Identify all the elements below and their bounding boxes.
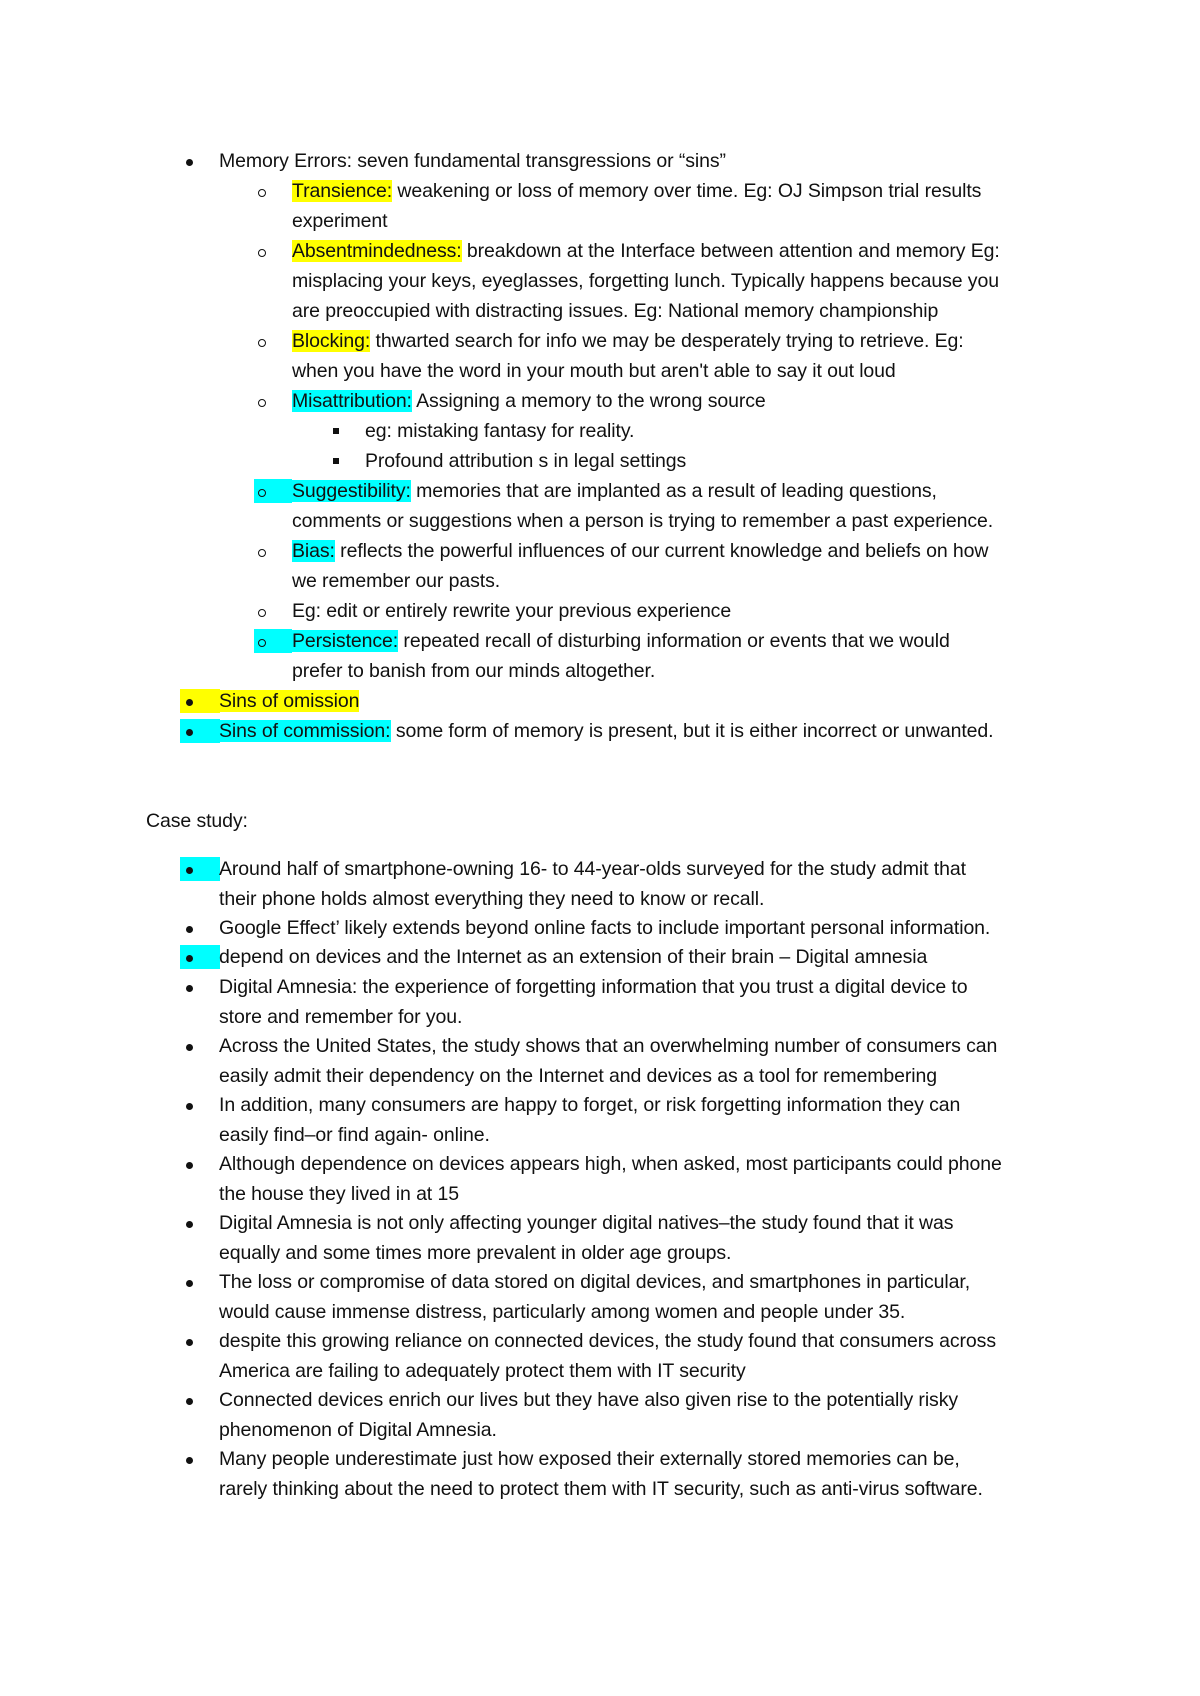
sin-text: reflects the powerful influences of our current knowledge and beliefs on how xyxy=(334,540,989,562)
memory-errors-heading: Memory Errors: seven fundamental transgressions or “sins” xyxy=(219,150,726,172)
case-item: In addition, many consumers are happy to forget, or risk forgetting information they can xyxy=(219,1094,961,1116)
bullet-square xyxy=(333,458,339,464)
case-item: Many people underestimate just how exposed their externally stored memories can be, xyxy=(219,1448,960,1470)
commission-text: some form of memory is present, but it is either incorrect or unwanted. xyxy=(390,720,994,742)
term-misattribution: Misattribution: xyxy=(292,390,412,412)
case-item-cont: would cause immense distress, particularly among women and people under 35. xyxy=(219,1301,906,1323)
case-item: The loss or compromise of data stored on digital devices, and smartphones in particular, xyxy=(219,1271,971,1293)
term-suggestibility: Suggestibility: xyxy=(292,480,411,502)
sin-text: thwarted search for info we may be desperately trying to retrieve. Eg: xyxy=(370,330,964,352)
case-item: Although dependence on devices appears high, when asked, most participants could phone xyxy=(219,1153,1002,1175)
sin-text-line: prefer to banish from our minds altogether. xyxy=(292,660,656,682)
term-absentmindedness: Absentmindedness: xyxy=(292,240,462,262)
sin-text-line: when you have the word in your mouth but aren't able to say it out loud xyxy=(292,360,896,382)
case-item-cont: easily admit their dependency on the Internet and devices as a tool for remembering xyxy=(219,1065,937,1087)
case-item: Google Effect’ likely extends beyond online facts to include important personal information. xyxy=(219,917,991,939)
sin-text: breakdown at the Interface between attention and memory Eg: xyxy=(461,240,1000,262)
bullet-dot xyxy=(186,1103,193,1110)
bullet-dot xyxy=(186,1280,193,1287)
sin-example: Eg: edit or entirely rewrite your previous experience xyxy=(292,600,732,622)
bullet-circle xyxy=(258,489,266,497)
bullet-dot xyxy=(186,1221,193,1228)
bullet-circle xyxy=(258,609,266,617)
bullet-dot xyxy=(186,1044,193,1051)
bullet-circle xyxy=(258,339,266,347)
bullet-circle xyxy=(258,189,266,197)
sin-misattribution xyxy=(292,386,766,416)
case-item-cont: phenomenon of Digital Amnesia. xyxy=(219,1419,497,1441)
bullet-dot xyxy=(186,699,193,706)
case-item: despite this growing reliance on connected devices, the study found that consumers across xyxy=(219,1330,996,1352)
term-bias: Bias: xyxy=(292,540,335,562)
bullet-circle xyxy=(258,549,266,557)
case-item-cont: store and remember for you. xyxy=(219,1006,463,1028)
bullet-dot xyxy=(186,955,193,962)
sin-absentmindedness xyxy=(292,236,1000,266)
case-item-cont: their phone holds almost everything they need to know or recall. xyxy=(219,888,765,910)
bullet-dot xyxy=(186,1398,193,1405)
case-item: Digital Amnesia is not only affecting younger digital natives–the study found that it was xyxy=(219,1212,954,1234)
bullet-dot xyxy=(186,1339,193,1346)
sins-of-commission xyxy=(219,716,993,746)
bullet-dot xyxy=(186,159,193,166)
case-item: Connected devices enrich our lives but they have also given rise to the potentially risky xyxy=(219,1389,959,1411)
sin-text: memories that are implanted as a result of leading questions, xyxy=(410,480,937,502)
case-item-cont: the house they lived in at 15 xyxy=(219,1183,459,1205)
bullet-dot xyxy=(186,926,193,933)
case-item-cont: rarely thinking about the need to protect them with IT security, such as anti-virus software. xyxy=(219,1478,983,1500)
case-item-cont: easily find–or find again- online. xyxy=(219,1124,490,1146)
case-item-cont: America are failing to adequately protect them with IT security xyxy=(219,1360,746,1382)
bullet-dot xyxy=(186,985,193,992)
sin-text-line: experiment xyxy=(292,210,388,232)
bullet-circle xyxy=(258,639,266,647)
sin-text-line: comments or suggestions when a person is trying to remember a past experience. xyxy=(292,510,994,532)
term-persistence: Persistence: xyxy=(292,630,399,652)
bullet-circle xyxy=(258,399,266,407)
sin-text-line: we remember our pasts. xyxy=(292,570,501,592)
sub-item: eg: mistaking fantasy for reality. xyxy=(365,420,635,442)
sin-blocking xyxy=(292,326,964,356)
case-item-cont: equally and some times more prevalent in older age groups. xyxy=(219,1242,732,1264)
case-item: depend on devices and the Internet as an extension of their brain – Digital amnesia xyxy=(219,946,928,968)
sin-suggestibility xyxy=(292,476,937,506)
sin-transience xyxy=(292,176,981,206)
bullet-dot xyxy=(186,867,193,874)
term-omission: Sins of omission xyxy=(219,690,360,712)
sin-text: weakening or loss of memory over time. Eg: OJ Simpson trial results xyxy=(392,180,982,202)
bullet-square xyxy=(333,428,339,434)
term-commission: Sins of commission: xyxy=(219,720,391,742)
sub-item: Profound attribution s in legal settings xyxy=(365,450,687,472)
term-blocking: Blocking: xyxy=(292,330,371,352)
bullet-dot xyxy=(186,729,193,736)
sin-text-line: are preoccupied with distracting issues. Eg: National memory championship xyxy=(292,300,939,322)
case-item: Across the United States, the study shows that an overwhelming number of consumers can xyxy=(219,1035,998,1057)
sin-text: repeated recall of disturbing information or events that we would xyxy=(398,630,950,652)
bullet-dot xyxy=(186,1162,193,1169)
term-transience: Transience: xyxy=(292,180,393,202)
sin-persistence xyxy=(292,626,950,656)
bullet-circle xyxy=(258,249,266,257)
sin-text-line: misplacing your keys, eyeglasses, forgetting lunch. Typically happens because you xyxy=(292,270,999,292)
bullet-dot xyxy=(186,1457,193,1464)
sin-text: Assigning a memory to the wrong source xyxy=(411,390,766,412)
case-item: Around half of smartphone-owning 16- to 44-year-olds surveyed for the study admit that xyxy=(219,858,966,880)
case-study-heading: Case study: xyxy=(146,810,248,832)
sins-of-omission xyxy=(219,686,359,716)
sin-bias xyxy=(292,536,988,566)
case-item: Digital Amnesia: the experience of forgetting information that you trust a digital device to xyxy=(219,976,968,998)
